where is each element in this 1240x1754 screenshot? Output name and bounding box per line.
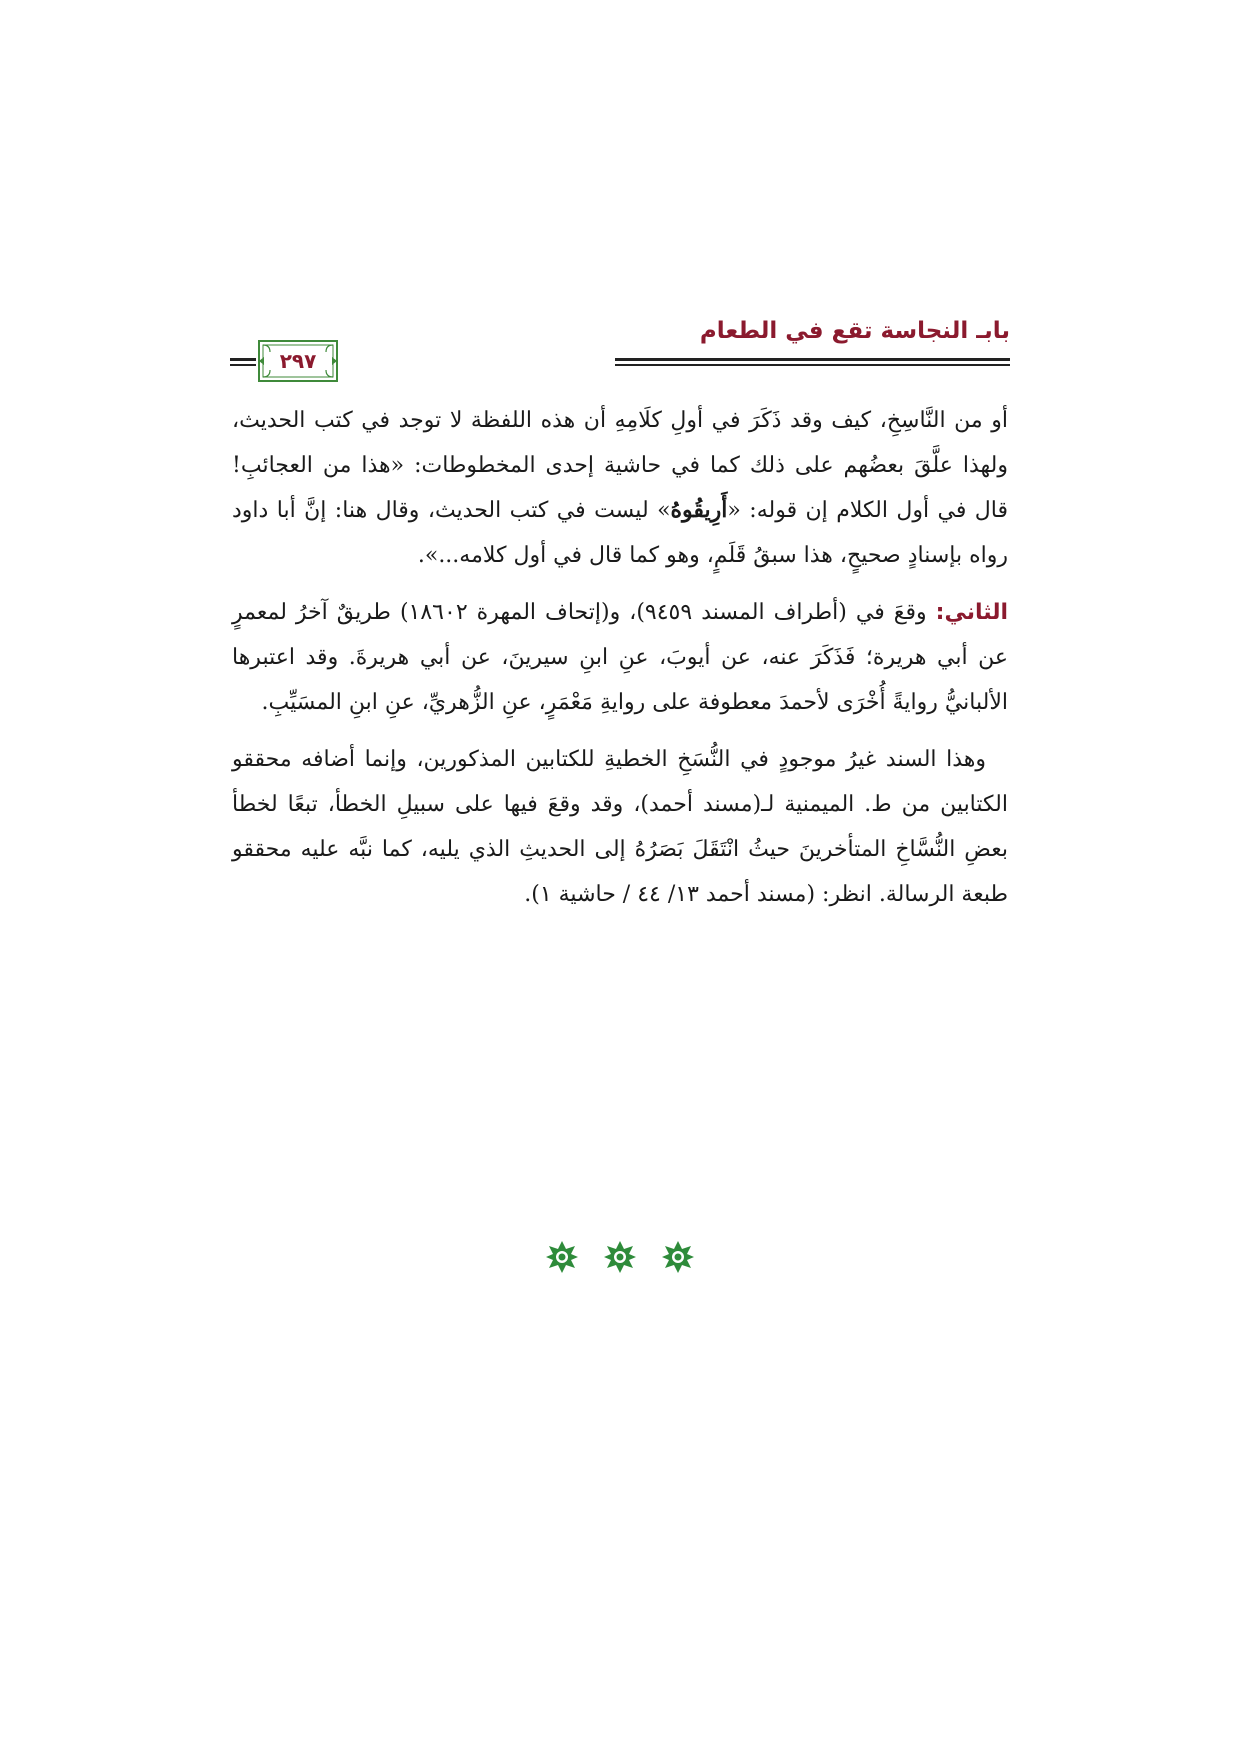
header-rule-left	[230, 358, 256, 361]
page-header	[230, 318, 1010, 388]
section-label-second: الثاني:	[935, 600, 1009, 625]
page-number-frame	[258, 340, 338, 382]
paragraph-2	[232, 590, 1008, 725]
quoted-word: أَرِيقُوهُ	[670, 497, 728, 523]
paragraph-2-text: وقعَ في (أطراف المسند ٩٤٥٩)، و(إتحاف المهرة ١٨٦٠٢) طريقٌ آخرُ لمعمرٍ عن أبي هريرة؛ فَذَكَرَ عنه، عن أيوبَ، عنِ ابنِ سيرينَ، عن أبي هريرةَ. وقد اعتبرها الألبانيُّ روايةً أُخْرَى لأحمدَ معطوفة على روايةِ مَعْمَرٍ، عنِ الزُّهريِّ، عنِ ابنِ المسَيِّبِ.	[232, 600, 1008, 715]
header-rule	[615, 358, 1010, 361]
section-end-ornaments	[0, 1240, 1240, 1274]
header-rule-left-thin	[230, 364, 256, 366]
flower-ornament-icon	[603, 1240, 637, 1274]
paragraph-1-text-a: أو من النَّاسِخِ، كيف وقد ذَكَرَ في أولِ كلَامِهِ أن هذه اللفظة لا توجد في كتب الحديث، ولهذا علَّقَ بعضُهم على ذلك كما في حاشية إحدى المخطوطات: «هذا من العجائبِ! قال في أول الكلام إن قوله: «	[232, 408, 1008, 523]
paragraph-1-text-b: » ليست في كتب الحديث، وقال هنا: إنَّ أبا داود رواه بإسنادٍ صحيحٍ، هذا سبقُ قَلَمٍ، وهو كما قال في أول كلامه...».	[232, 498, 1008, 568]
flower-ornament-icon	[661, 1240, 695, 1274]
chapter-title: بابـ النجاسة تقع في الطعام	[699, 318, 1010, 344]
flower-ornament-icon	[545, 1240, 579, 1274]
paragraph-1	[232, 398, 1008, 578]
paragraph-3-text: وهذا السند غيرُ موجودٍ في النُّسَخِ الخطيةِ للكتابين المذكورين، وإنما أضافه محققو الكتابين من ط. الميمنية لـ(مسند أحمد)، وقد وقعَ فيها على سبيلِ الخطأ، تبعًا لخطأ بعضِ النُّسَّاخِ المتأخرينَ حيثُ انْتَقَلَ بَصَرُهُ إلى الحديثِ الذي يليه، كما نبَّه عليه محققو طبعة الرسالة. انظر: (مسند أحمد ١٣/ ٤٤ / حاشية ١).	[232, 747, 1008, 907]
header-rule-thin	[615, 364, 1010, 366]
page-number: ٢٩٧	[279, 349, 317, 373]
paragraph-3	[232, 737, 1008, 917]
main-text	[232, 398, 1008, 929]
